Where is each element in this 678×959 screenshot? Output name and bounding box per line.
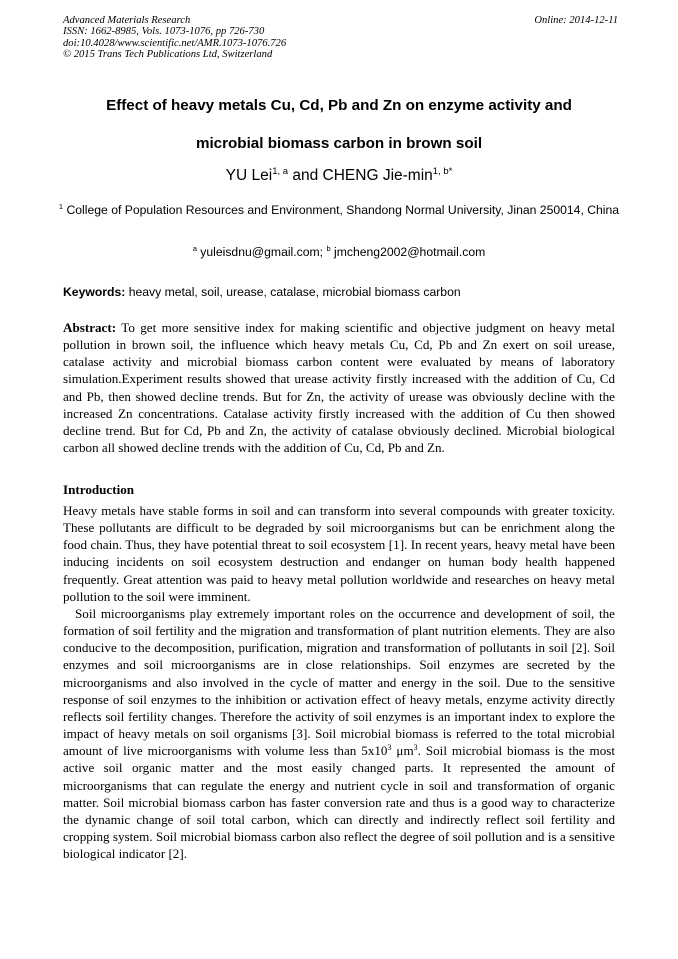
volume-exponent: 3 xyxy=(387,743,392,753)
unit-exponent: 3 xyxy=(413,743,418,753)
online-date: Online: 2014-12-11 xyxy=(534,15,618,26)
introduction-paragraph-1: Heavy metals have stable forms in soil and can transform into several compounds with greater toxicity. These pollutants are difficult to be degraded by soil microorganisms but can be enrichment along the food chain. Thus, they have potential threat to soil ecosystem [1]. In recent years, heavy metal have been inducing incidents on soil ecosystem destruction and endanger on human body health happened frequently. Great attention was paid to heavy metal pollution worldwide and researches on heavy metal pollution to the soil were imminent. xyxy=(63,503,615,604)
affiliation-text: College of Population Resources and Environment, Shandong Normal University, Jinan 250014, China xyxy=(63,203,620,217)
email-a: yuleisdnu@gmail.com; xyxy=(196,245,327,259)
affiliation-superscript: 1 xyxy=(58,202,64,211)
introduction-body xyxy=(63,502,615,862)
keywords-text: heavy metal, soil, urease, catalase, microbial biomass carbon xyxy=(125,285,461,299)
abstract-label: Abstract: xyxy=(63,320,117,335)
keywords-label: Keywords: xyxy=(63,285,126,299)
author-emails xyxy=(40,244,638,260)
copyright-line: © 2015 Trans Tech Publications Ltd, Switzerland xyxy=(63,49,273,61)
paper-title xyxy=(40,87,638,163)
author-1: YU Lei xyxy=(225,167,273,184)
doi-line: doi:10.4028/www.scientific.net/AMR.1073-1076.726 xyxy=(63,37,287,49)
paragraph-2-unit: μm xyxy=(391,743,414,759)
paragraph-2-text-c: . Soil microbial biomass is the most active soil organic matter and the most easily changed parts. It represented the amount of microorganisms that can regulate the energy and nutrient cycle in soil and transformation of organic matter. Soil microbial biomass carbon has faster conversion rate and thus is a good way to characterize the dynamic change of soil total carbon, which can directly and indirectly reflect soil fertility and cropping system. Soil microbial biomass carbon also reflect the degree of soil pollution and is a sensitive biological indicator [2]. xyxy=(63,743,615,862)
title-line-1: Effect of heavy metals Cu, Cd, Pb and Zn on enzyme activity and xyxy=(106,97,572,114)
author-list xyxy=(40,166,638,186)
introduction-heading: Introduction xyxy=(63,482,135,497)
email-b: jmcheng2002@hotmail.com xyxy=(330,245,486,259)
email-b-superscript: b xyxy=(326,244,331,253)
author-2: CHENG Jie-min xyxy=(322,167,433,184)
journal-header xyxy=(63,15,618,61)
paragraph-2-text-a: Soil microorganisms play extremely important roles on the occurrence and development of soil, the formation of soil fertility and the migration and transformation of plant nutrition elements. They are also conducive to the decomposition, purification, migration and transformation of pollutants in soil [2]. Soil enzymes and soil microorganisms are in close relationships. Soil enzymes are secreted by the microorganisms and also involved in the cycle of matter and energy in the soil. Due to the sensitive response of soil enzymes to the inhibition or activation effect of heavy metals, enzyme activity directly reflects soil fertility changes. Therefore the activity of soil enzymes is an important index to explore the impact of heavy metals on soil organisms [3]. Soil microbial biomass is referred to the total microbial amount of live microorganisms with volume less than 5x10 xyxy=(63,605,615,759)
issn-line: ISSN: 1662-8985, Vols. 1073-1076, pp 726-730 xyxy=(63,26,265,38)
author-1-superscript: 1, a xyxy=(272,166,289,177)
author-2-superscript: 1, b* xyxy=(432,166,453,177)
email-a-superscript: a xyxy=(192,244,197,253)
journal-name: Advanced Materials Research xyxy=(63,15,191,26)
abstract-text: To get more sensitive index for making scientific and objective judgment on heavy metal pollution in brown soil, the influence which heavy metals Cu, Cd, Pb and Zn exert on soil urease, catalase activity and microbial biomass carbon content were evaluated by means of laboratory simulation.Experiment results showed that urease activity firstly increased with the addition of Cu, Cd and Pb, then showed decline trends. But for Zn, the activity of urease was obviously decline with the increased Zn concentrations. Catalase activity firstly increased with the addition of Cu then showed decline trend. But for Cd, Pb and Zn, the activity of catalase obviously declined. Microbial biological carbon all showed decline trends with the addition of Cu, Cd, Pb and Zn. xyxy=(63,320,615,456)
introduction-paragraph-2 xyxy=(63,605,615,862)
title-line-2: microbial biomass carbon in brown soil xyxy=(195,135,483,152)
abstract xyxy=(63,319,615,456)
affiliation xyxy=(55,201,623,221)
author-connector: and xyxy=(288,167,323,184)
keywords xyxy=(63,284,618,300)
